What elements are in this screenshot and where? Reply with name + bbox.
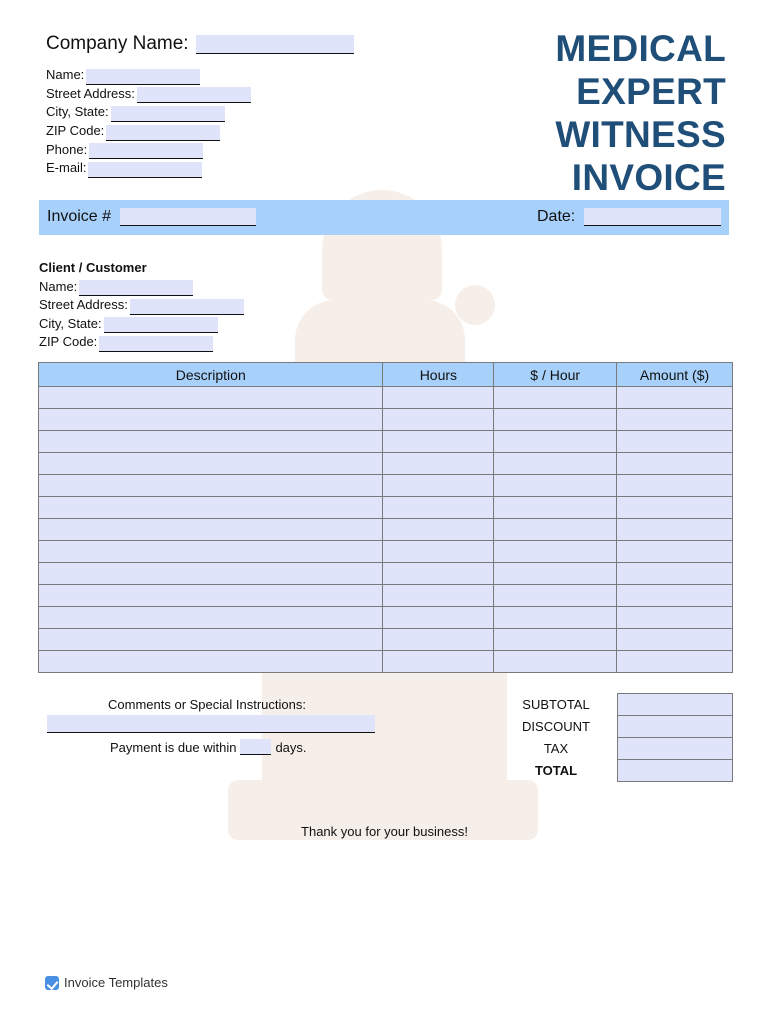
description-cell[interactable] — [39, 563, 383, 585]
table-row — [39, 387, 733, 409]
rate-cell[interactable] — [494, 453, 617, 475]
hours-cell[interactable] — [383, 651, 494, 673]
column-header-amount: Amount ($) — [617, 363, 733, 387]
company-phone-label: Phone: — [46, 141, 88, 157]
description-cell[interactable] — [39, 387, 383, 409]
amount-cell[interactable] — [617, 563, 733, 585]
hours-cell[interactable] — [383, 629, 494, 651]
description-cell[interactable] — [39, 409, 383, 431]
amount-cell[interactable] — [617, 629, 733, 651]
company-street-label: Street Address: — [46, 85, 135, 101]
amount-cell[interactable] — [617, 497, 733, 519]
table-row — [39, 629, 733, 651]
title-line: EXPERT — [576, 71, 726, 112]
table-row — [39, 607, 733, 629]
client-street-field[interactable] — [130, 299, 244, 315]
amount-cell[interactable] — [617, 409, 733, 431]
hours-cell[interactable] — [383, 607, 494, 629]
comments-label: Comments or Special Instructions: — [108, 697, 306, 712]
amount-cell[interactable] — [617, 651, 733, 673]
client-info — [39, 259, 244, 352]
brand-logo — [45, 975, 168, 990]
subtotal-label: SUBTOTAL — [522, 697, 590, 712]
rate-cell[interactable] — [494, 519, 617, 541]
total-label: TOTAL — [534, 763, 578, 778]
discount-label: DISCOUNT — [522, 719, 590, 734]
company-street-field[interactable] — [137, 87, 251, 103]
hours-cell[interactable] — [383, 387, 494, 409]
client-city-label: City, State: — [39, 315, 102, 331]
rate-cell[interactable] — [494, 607, 617, 629]
thank-you-message: Thank you for your business! — [301, 824, 468, 839]
table-row — [39, 497, 733, 519]
amount-cell[interactable] — [617, 585, 733, 607]
subtotal-field[interactable] — [617, 693, 733, 716]
company-name-field[interactable] — [196, 35, 354, 54]
payment-days-field[interactable] — [240, 739, 271, 755]
line-items-table — [38, 362, 733, 673]
description-cell[interactable] — [39, 497, 383, 519]
column-header-rate: $ / Hour — [494, 363, 617, 387]
description-cell[interactable] — [39, 475, 383, 497]
rate-cell[interactable] — [494, 431, 617, 453]
column-header-hours: Hours — [383, 363, 494, 387]
rate-cell[interactable] — [494, 563, 617, 585]
description-cell[interactable] — [39, 541, 383, 563]
table-row — [39, 541, 733, 563]
description-cell[interactable] — [39, 585, 383, 607]
company-zip-field[interactable] — [106, 125, 220, 141]
hours-cell[interactable] — [383, 453, 494, 475]
hours-cell[interactable] — [383, 497, 494, 519]
table-row — [39, 453, 733, 475]
description-cell[interactable] — [39, 431, 383, 453]
description-cell[interactable] — [39, 629, 383, 651]
client-name-label: Name: — [39, 278, 78, 294]
rate-cell[interactable] — [494, 585, 617, 607]
client-heading: Client / Customer — [39, 260, 147, 275]
table-row — [39, 431, 733, 453]
company-name-sub-label: Name: — [46, 66, 85, 82]
date-label: Date: — [537, 208, 576, 225]
hours-cell[interactable] — [383, 585, 494, 607]
amount-cell[interactable] — [617, 475, 733, 497]
table-row — [39, 651, 733, 673]
hours-cell[interactable] — [383, 519, 494, 541]
company-zip-label: ZIP Code: — [46, 123, 105, 139]
company-name-label: Company Name: — [46, 33, 189, 54]
amount-cell[interactable] — [617, 607, 733, 629]
hours-cell[interactable] — [383, 431, 494, 453]
page-title — [555, 27, 726, 199]
hours-cell[interactable] — [383, 409, 494, 431]
invoice-number-label: Invoice # — [47, 208, 112, 225]
column-header-description: Description — [39, 363, 383, 387]
table-row — [39, 563, 733, 585]
client-zip-label: ZIP Code: — [39, 334, 98, 349]
amount-cell[interactable] — [617, 387, 733, 409]
client-zip-field[interactable] — [99, 336, 213, 352]
payment-prefix: Payment is due within — [110, 740, 237, 755]
title-line: WITNESS — [555, 114, 726, 155]
amount-cell[interactable] — [617, 519, 733, 541]
description-cell[interactable] — [39, 519, 383, 541]
company-email-field[interactable] — [88, 162, 202, 178]
table-row — [39, 585, 733, 607]
tax-label: TAX — [543, 741, 569, 756]
amount-cell[interactable] — [617, 541, 733, 563]
client-city-field[interactable] — [104, 317, 218, 333]
total-field[interactable] — [617, 760, 733, 782]
amount-cell[interactable] — [617, 453, 733, 475]
hours-cell[interactable] — [383, 563, 494, 585]
table-header-row — [39, 363, 733, 387]
invoice-number-field[interactable] — [120, 208, 256, 226]
rate-cell[interactable] — [494, 387, 617, 409]
description-cell[interactable] — [39, 453, 383, 475]
checkmark-icon — [45, 976, 59, 990]
hours-cell[interactable] — [383, 475, 494, 497]
client-street-label: Street Address: — [39, 297, 128, 312]
tax-field[interactable] — [617, 738, 733, 760]
company-email-label: E-mail: — [46, 160, 87, 176]
table-row — [39, 409, 733, 431]
payment-suffix: days. — [275, 740, 307, 755]
payment-terms — [110, 739, 307, 755]
title-line: INVOICE — [571, 157, 726, 198]
rate-cell[interactable] — [494, 497, 617, 519]
totals-boxes — [617, 693, 733, 782]
company-city-label: City, State: — [46, 104, 109, 120]
table-row — [39, 519, 733, 541]
rate-cell[interactable] — [494, 629, 617, 651]
rate-cell[interactable] — [494, 651, 617, 673]
client-name-field[interactable] — [79, 280, 193, 296]
rate-cell[interactable] — [494, 541, 617, 563]
date-field[interactable] — [584, 208, 721, 226]
rate-cell[interactable] — [494, 475, 617, 497]
brand-name: Invoice Templates — [64, 975, 168, 990]
hours-cell[interactable] — [383, 541, 494, 563]
company-city-field[interactable] — [111, 106, 225, 122]
company-phone-field[interactable] — [89, 143, 203, 159]
description-cell[interactable] — [39, 607, 383, 629]
discount-field[interactable] — [617, 716, 733, 738]
company-info — [46, 66, 251, 178]
title-line: MEDICAL — [555, 28, 726, 69]
company-contact-name-field[interactable] — [86, 69, 200, 85]
comments-field[interactable] — [47, 715, 375, 733]
description-cell[interactable] — [39, 651, 383, 673]
rate-cell[interactable] — [494, 409, 617, 431]
totals-labels — [500, 694, 612, 782]
amount-cell[interactable] — [617, 431, 733, 453]
table-row — [39, 475, 733, 497]
